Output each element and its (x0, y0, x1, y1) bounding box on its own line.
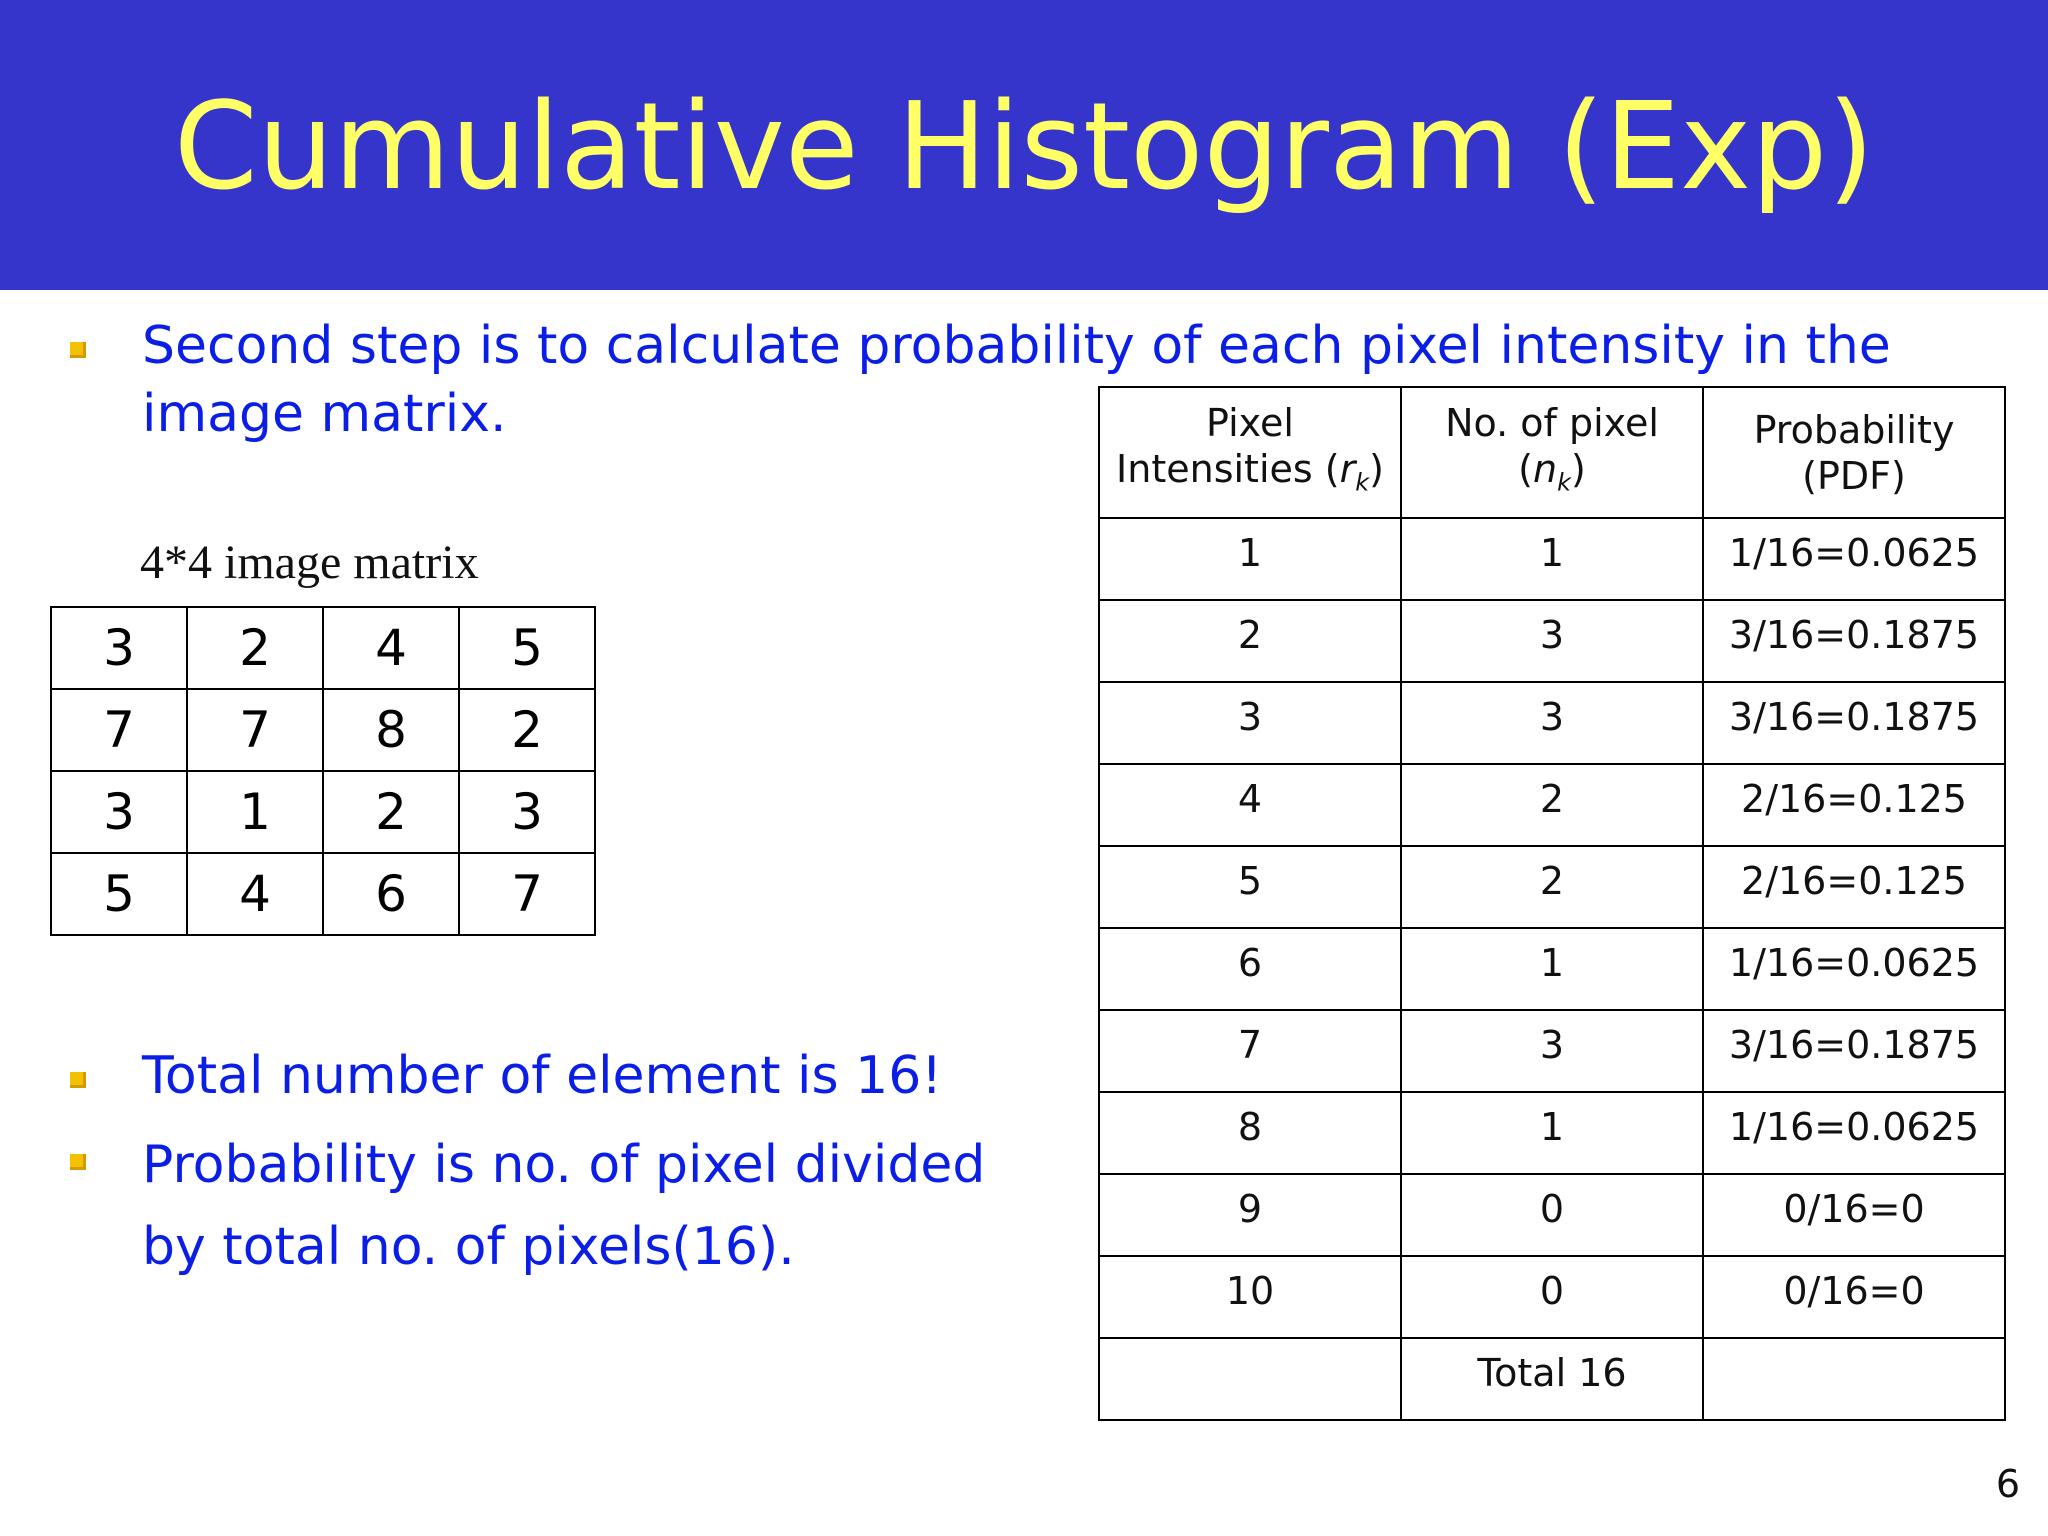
matrix-cell: 4 (187, 853, 323, 935)
cell-intensity: 3 (1099, 682, 1401, 764)
empty-cell (1099, 1338, 1401, 1420)
table-row (1099, 846, 2005, 928)
matrix-cell: 7 (459, 853, 595, 935)
table-row (1099, 600, 2005, 682)
header-count-symbol: n (1533, 446, 1558, 491)
cell-probability: 2/16=0.125 (1703, 764, 2005, 846)
header-intensity-sub: k (1355, 468, 1370, 497)
cell-count: 3 (1401, 600, 1703, 682)
total-cell: Total 16 (1401, 1338, 1703, 1420)
pdf-table-header-row (1099, 387, 2005, 518)
cell-probability: 3/16=0.1875 (1703, 682, 2005, 764)
table-row (1099, 764, 2005, 846)
cell-count: 1 (1401, 518, 1703, 600)
bullet-text-total: Total number of element is 16! (142, 1046, 943, 1106)
bullet-marker-icon (70, 1154, 86, 1170)
cell-count: 3 (1401, 682, 1703, 764)
empty-cell (1703, 1338, 2005, 1420)
bullet-text-step: Second step is to calculate probability of each pixel intensity in the image matrix. (142, 316, 1891, 444)
cell-probability: 2/16=0.125 (1703, 846, 2005, 928)
total-row (1099, 1338, 2005, 1420)
table-row (1099, 1174, 2005, 1256)
matrix-cell: 3 (51, 771, 187, 853)
cell-intensity: 4 (1099, 764, 1401, 846)
cell-probability: 0/16=0 (1703, 1174, 2005, 1256)
cell-intensity: 9 (1099, 1174, 1401, 1256)
matrix-cell: 5 (459, 607, 595, 689)
matrix-cell: 3 (51, 607, 187, 689)
table-row (1099, 518, 2005, 600)
cell-count: 2 (1401, 764, 1703, 846)
matrix-cell: 6 (323, 853, 459, 935)
header-count-line1: No. of pixel (1445, 400, 1659, 445)
matrix-cell: 2 (459, 689, 595, 771)
matrix-cell: 7 (51, 689, 187, 771)
cell-probability: 1/16=0.0625 (1703, 1092, 2005, 1174)
matrix-cell: 2 (323, 771, 459, 853)
header-count: No. of pixel $(n_k)$ (1401, 387, 1703, 518)
bullet-marker-icon (70, 342, 86, 358)
cell-count: 0 (1401, 1174, 1703, 1256)
cell-probability: 1/16=0.0625 (1703, 518, 2005, 600)
cell-count: 1 (1401, 928, 1703, 1010)
table-row (1099, 682, 2005, 764)
matrix-row (51, 771, 595, 853)
cell-intensity: 6 (1099, 928, 1401, 1010)
bullet-marker-icon (70, 1072, 86, 1088)
matrix-cell: 8 (323, 689, 459, 771)
title-bar (0, 0, 2048, 290)
matrix-cell: 2 (187, 607, 323, 689)
header-count-sub: k (1557, 468, 1571, 497)
cell-count: 3 (1401, 1010, 1703, 1092)
cell-count: 0 (1401, 1256, 1703, 1338)
cell-probability: 3/16=0.1875 (1703, 600, 2005, 682)
header-intensity-line2: Intensities ( (1116, 446, 1340, 491)
page-number: 6 (1995, 1462, 2020, 1506)
matrix-cell: 1 (187, 771, 323, 853)
matrix-cell: 5 (51, 853, 187, 935)
cell-probability: 1/16=0.0625 (1703, 928, 2005, 1010)
matrix-row (51, 607, 595, 689)
matrix-row (51, 689, 595, 771)
table-row (1099, 1010, 2005, 1092)
cell-probability: 0/16=0 (1703, 1256, 2005, 1338)
pdf-table (1098, 386, 2006, 1421)
header-intensity-line1: Pixel (1206, 400, 1294, 445)
table-row (1099, 1092, 2005, 1174)
cell-intensity: 7 (1099, 1010, 1401, 1092)
bullet-text-probability: Probability is no. of pixel divided by total no. of pixels(16). (142, 1135, 986, 1277)
header-intensity-symbol: r (1339, 446, 1356, 491)
cell-intensity: 8 (1099, 1092, 1401, 1174)
cell-intensity: 2 (1099, 600, 1401, 682)
header-intensity: Pixel Intensities $(r_k)$ (1099, 387, 1401, 518)
matrix-label: 4*4 image matrix (140, 536, 479, 589)
cell-intensity: 5 (1099, 846, 1401, 928)
matrix-cell: 3 (459, 771, 595, 853)
cell-count: 2 (1401, 846, 1703, 928)
header-prob-line1: Probability (1753, 407, 1955, 452)
matrix-cell: 4 (323, 607, 459, 689)
slide-title: Cumulative Histogram (Exp) (173, 78, 1875, 217)
cell-intensity: 10 (1099, 1256, 1401, 1338)
cell-intensity: 1 (1099, 518, 1401, 600)
matrix-row (51, 853, 595, 935)
table-row (1099, 928, 2005, 1010)
matrix-cell: 7 (187, 689, 323, 771)
table-row (1099, 1256, 2005, 1338)
header-prob-line2: (PDF) (1802, 453, 1906, 498)
header-probability (1703, 387, 2005, 518)
cell-probability: 3/16=0.1875 (1703, 1010, 2005, 1092)
cell-count: 1 (1401, 1092, 1703, 1174)
image-matrix (50, 606, 596, 936)
